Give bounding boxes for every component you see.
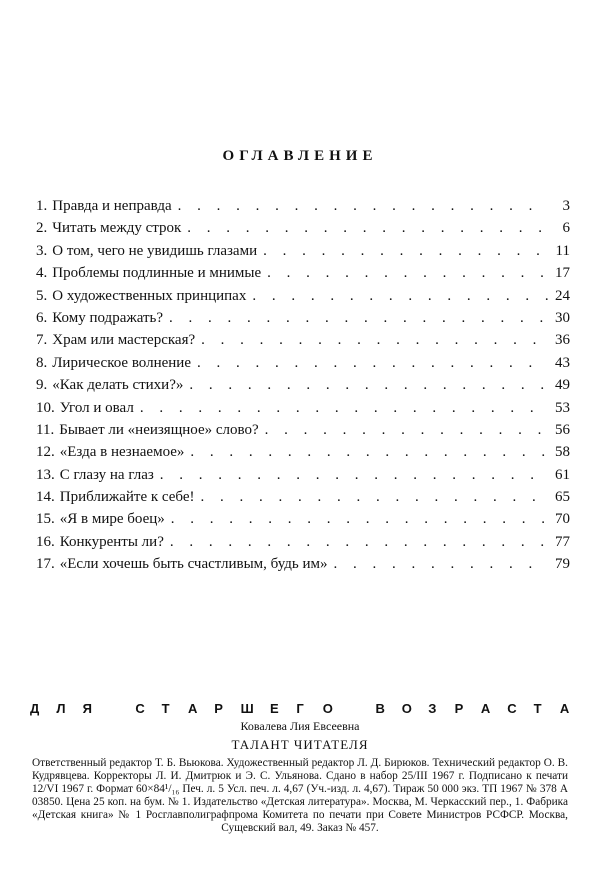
toc-entry-number: 13. — [36, 466, 55, 483]
toc-entry-label: «Если хочешь быть счастливым, будь им» — [59, 556, 328, 573]
toc-entry-page: 53 — [555, 399, 570, 416]
toc-entry — [36, 511, 570, 533]
toc-entry-label: Проблемы подлинные и мнимые — [52, 265, 262, 282]
toc-entry-label: «Я в мире боец» — [59, 511, 165, 528]
toc-entry — [36, 444, 570, 466]
series-letter: Е — [270, 701, 279, 716]
series-letter: Ш — [240, 701, 254, 716]
series-letter: А — [559, 701, 570, 716]
toc-entry — [36, 422, 570, 444]
toc-entry-page: 79 — [555, 556, 570, 573]
series-letter: Я — [82, 701, 92, 716]
toc-entry-page: 77 — [555, 533, 570, 550]
page-title: ОГЛАВЛЕНИЕ — [222, 148, 378, 164]
toc-entry-page: 17 — [555, 265, 570, 282]
series-letter: Т — [533, 701, 542, 716]
toc-entry-number: 10. — [36, 399, 55, 416]
toc-entry — [36, 288, 570, 310]
leader-dots — [190, 444, 548, 461]
toc-entry-page: 3 — [562, 198, 570, 214]
toc-entry — [36, 377, 570, 399]
leader-dots — [171, 511, 548, 528]
toc-entry-number: 15. — [36, 511, 55, 528]
toc-entry-label: Бывает ли «неизящное» слово? — [59, 421, 259, 438]
toc-entry-number: 6. — [36, 309, 48, 326]
series-letter: А — [480, 701, 491, 716]
toc-entry-number: 11. — [36, 421, 55, 438]
leader-dots — [169, 310, 548, 327]
toc-entry-label: «Как делать стихи?» — [52, 377, 184, 394]
toc-entry — [36, 467, 570, 489]
toc-entry — [36, 556, 570, 578]
series-letter: Т — [161, 701, 170, 716]
series-label — [30, 701, 570, 716]
toc-entry-label: О том, чего не увидишь глазами — [52, 242, 258, 259]
toc-entry-page: 36 — [555, 332, 570, 349]
leader-dots — [201, 489, 548, 506]
toc-entry — [36, 198, 570, 220]
toc-entry — [36, 220, 570, 242]
series-letter: Г — [296, 701, 304, 716]
toc-entry — [36, 332, 570, 354]
leader-dots — [140, 400, 548, 417]
leader-dots — [189, 377, 548, 394]
toc-entry-label: Храм или мастерская? — [52, 332, 196, 349]
toc-entry-number: 2. — [36, 220, 48, 237]
book-title: ТАЛАНТ ЧИТАТЕЛЯ — [231, 737, 369, 752]
toc-entry-label: О художественных принципах — [52, 287, 247, 304]
imprint-text: Ответственный редактор Т. Б. Вьюкова. Художественный редактор Л. Д. Бирюков. Технический редактор О. В. Кудрявцева. Корректоры Л. И. Дмитрюк и Э. С. Ульянова. Сдано в набор 25/III 1967 г. Подписано к печати 12/VI 1967 г. Формат 60×84¹/₁₆ Печ. л. 5 Усл. печ. л. 4,67 (Уч.-изд. л. 4,67). Тираж 50 000 экз. ТП 1967 № 378 А 03850. Цена 25 коп. на бум. № 1. Издательство «Детская литература». Москва, М. Черкасский пер., 1. Фабрика «Детская книга» № 1 Росглавполиграфпрома Комитета по печати при Совете Министров РСФСР. Москва, Сущевский вал, 49. Заказ № 457. — [32, 757, 568, 835]
toc-entry-page: 56 — [555, 421, 570, 438]
toc-entry-page: 43 — [555, 354, 570, 371]
toc-entry-page: 11 — [555, 242, 570, 259]
leader-dots — [178, 198, 548, 215]
toc-entry-label: «Езда в незнаемое» — [59, 444, 185, 461]
toc-entry-label: Лирическое волнение — [52, 354, 191, 371]
toc-entry-number: 9. — [36, 377, 48, 394]
toc-entry — [36, 310, 570, 332]
leader-dots — [187, 220, 548, 237]
toc-entry — [36, 355, 570, 377]
toc-entry-number: 12. — [36, 444, 55, 461]
series-letter: С — [507, 701, 517, 716]
toc-entry-number: 5. — [36, 287, 48, 304]
toc-entry — [36, 489, 570, 511]
series-letter: Д — [30, 701, 40, 716]
toc-entry — [36, 265, 570, 287]
author-name: Ковалева Лия Евсеевна — [240, 719, 360, 733]
toc-entry-number: 1. — [36, 198, 48, 214]
toc-entry-page: 65 — [555, 489, 570, 506]
toc-entry-label: Угол и овал — [59, 399, 134, 416]
series-letter: Л — [56, 701, 66, 716]
toc-entry-page: 58 — [555, 444, 570, 461]
toc-entry-page: 24 — [555, 287, 570, 304]
toc-entry-number: 8. — [36, 354, 48, 371]
toc-entry-label: Читать между строк — [52, 220, 182, 237]
leader-dots — [263, 243, 548, 260]
toc-entry-number: 16. — [36, 533, 55, 550]
series-letter: О — [322, 701, 333, 716]
toc-entry-page: 30 — [555, 309, 570, 326]
leader-dots — [201, 332, 548, 349]
series-letter: Р — [454, 701, 464, 716]
toc-entry-label: Приближайте к себе! — [59, 489, 195, 506]
toc-entry-label: Правда и неправда — [52, 198, 172, 214]
toc-entry-page: 6 — [562, 220, 570, 237]
toc-entry-number: 3. — [36, 242, 48, 259]
leader-dots — [252, 288, 548, 305]
toc-entry-label: С глазу на глаз — [59, 466, 154, 483]
toc-entry — [36, 534, 570, 556]
series-letter: С — [135, 701, 145, 716]
leader-dots — [170, 534, 548, 551]
leader-dots — [267, 265, 548, 282]
toc-entry-number: 4. — [36, 265, 48, 282]
toc-entry-page: 70 — [555, 511, 570, 528]
toc-entry-label: Конкуренты ли? — [59, 533, 164, 550]
toc-entry-number: 17. — [36, 556, 55, 573]
leader-dots — [265, 422, 548, 439]
series-letter — [349, 701, 359, 716]
leader-dots — [197, 355, 548, 372]
series-letter: О — [401, 701, 412, 716]
toc-entry — [36, 243, 570, 265]
series-letter: Р — [214, 701, 223, 716]
series-letter: З — [428, 701, 437, 716]
toc-entry-number: 7. — [36, 332, 48, 349]
leader-dots — [160, 467, 548, 484]
series-letter: В — [375, 701, 385, 716]
toc-entry — [36, 400, 570, 422]
toc-entry-label: Кому подражать? — [52, 309, 164, 326]
table-of-contents — [36, 198, 570, 579]
series-letter: А — [187, 701, 198, 716]
leader-dots — [334, 556, 549, 573]
series-letter — [109, 701, 119, 716]
toc-entry-page: 61 — [555, 466, 570, 483]
toc-entry-number: 14. — [36, 489, 55, 506]
toc-entry-page: 49 — [555, 377, 570, 394]
